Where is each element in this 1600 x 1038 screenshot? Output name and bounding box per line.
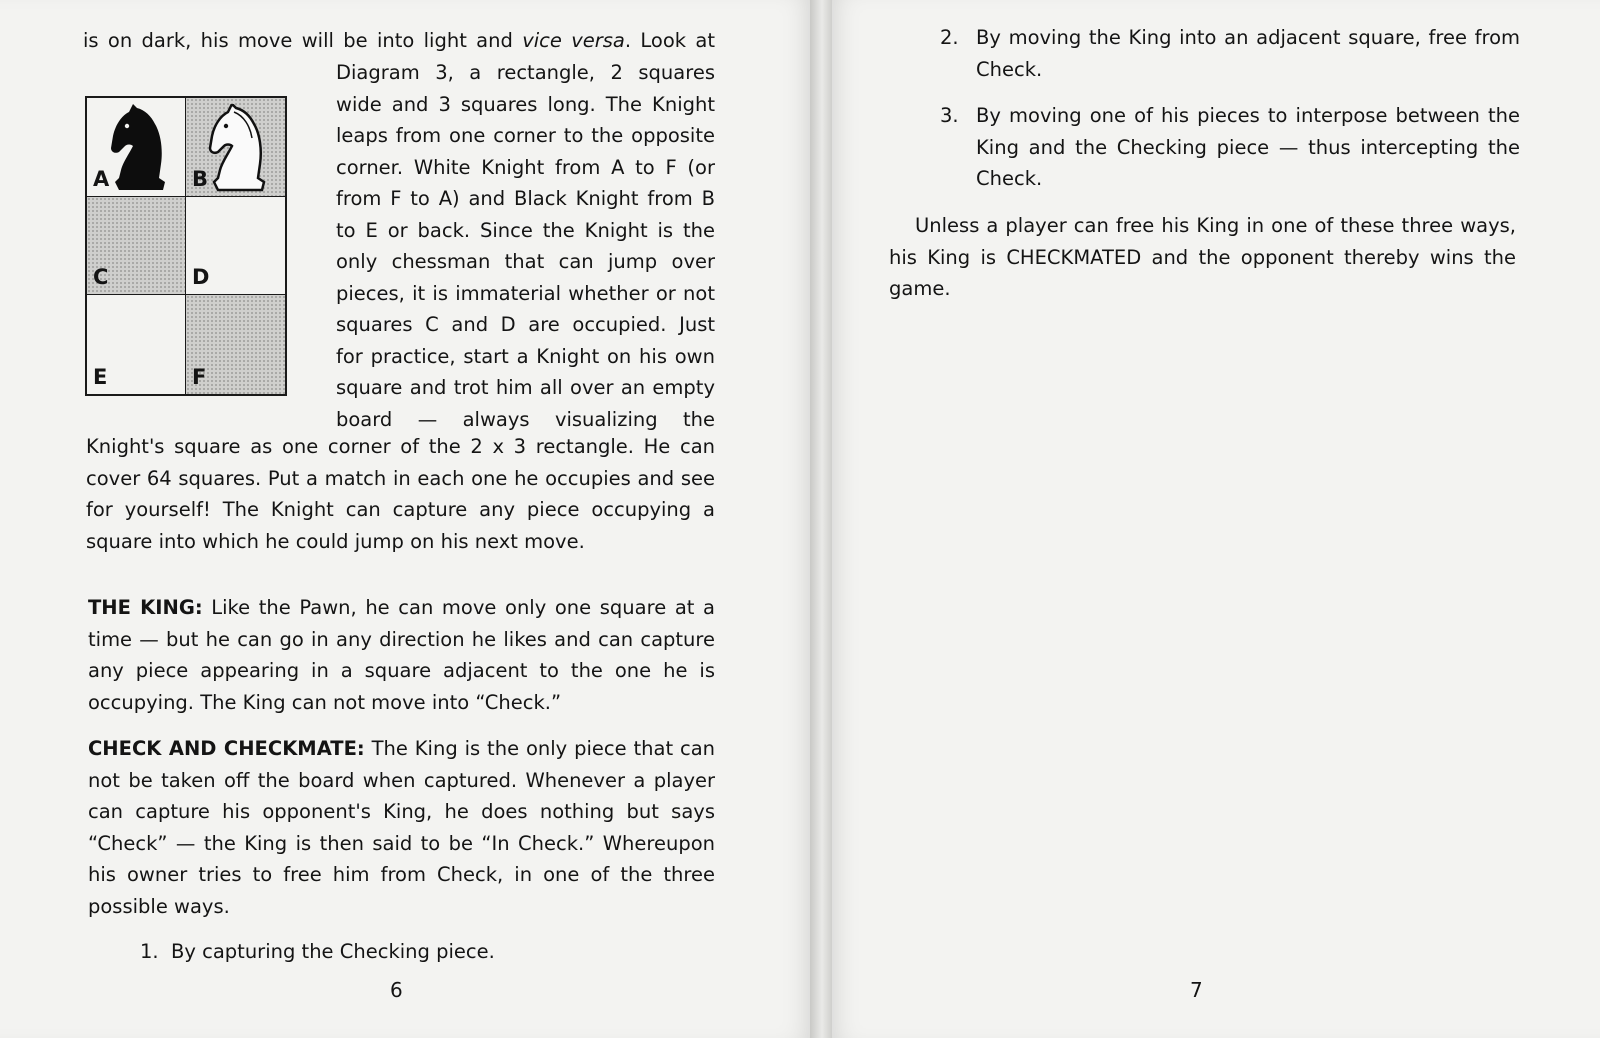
diagram-square-f (186, 295, 285, 394)
text-line: occupying. The King can not move into “Check.” (88, 690, 562, 714)
text-line: CHECK AND CHECKMATE: The King is the only piece that can (88, 737, 716, 760)
text-line: “Check” — the King is then said to be “In Check.” Whereupon (88, 831, 715, 855)
text-line: cover 64 squares. Put a match in each one he occupies and see (86, 466, 715, 490)
text-line: possible ways. (88, 894, 230, 918)
text-line: is on dark, his move will be into light and vice versa. Look at (83, 29, 715, 52)
square-label: A (93, 166, 110, 191)
text-line: corner. White Knight from A to F (or (336, 155, 715, 179)
text-line: can capture his opponent's King, he does nothing but says (88, 800, 715, 823)
page-number: 7 (1190, 978, 1203, 1002)
text-line: for yourself! The Knight can capture any piece occupying a (86, 498, 715, 521)
text-line: pieces, it is immaterial whether or not (336, 281, 715, 305)
square-label: E (93, 364, 108, 389)
square-label: B (192, 166, 209, 191)
square-label: C (93, 265, 109, 290)
text-line: Check. (976, 167, 1043, 190)
knight-diagram (85, 96, 287, 396)
text-line: leaps from one corner to the opposite (336, 124, 715, 147)
black-knight-icon (105, 104, 175, 192)
text-line: not be taken off the board when captured. Whenever a player (88, 768, 715, 792)
paragraph-check-and-checkmate (88, 733, 715, 922)
square-label: D (192, 265, 210, 290)
way-list-item-2 (940, 22, 1520, 85)
text-line: his King is CHECKMATED and the opponent thereby wins the (889, 245, 1516, 269)
text-line: wide and 3 squares long. The Knight (336, 92, 715, 116)
text-line: Check. (976, 57, 1043, 81)
text-line: square into which he could jump on his next move. (86, 529, 585, 553)
text-line: Knight's square as one corner of the 2 x 3 rectangle. He can (86, 435, 715, 458)
text-line: King and the Checking piece — thus intercepting the (976, 135, 1520, 159)
list-number: 1. (140, 940, 159, 963)
square-label: F (192, 364, 207, 389)
page-number: 6 (390, 978, 403, 1002)
way-list (940, 22, 1520, 210)
text-line: board — always visualizing the (336, 407, 715, 431)
text-line: from F to A) and Black Knight from B (336, 187, 715, 210)
diagram-square-c (87, 197, 186, 296)
way-list-item-3 (940, 100, 1520, 195)
text-line: for practice, start a Knight on his own (336, 344, 715, 368)
section-heading-king: THE KING: (88, 596, 203, 619)
paragraph-the-king (88, 592, 715, 718)
text-line: squares C and D are occupied. Just (336, 313, 715, 336)
paragraph-knight-diagram-text (336, 57, 715, 435)
text-line: By moving the King into an adjacent square, free from (976, 26, 1520, 49)
text-line: game. (889, 277, 951, 300)
diagram-square-e (87, 295, 186, 394)
text-line: Unless a player can free his King in one of these three ways, (915, 214, 1516, 237)
text-line: only chessman that can jump over (336, 250, 715, 273)
diagram-square-b (186, 98, 285, 197)
book-gutter (810, 0, 832, 1038)
list-number: 3. (940, 104, 959, 127)
paragraph-checkmate-conclusion (889, 210, 1516, 305)
text-line: to E or back. Since the Knight is the (336, 218, 715, 242)
text-line: square and trot him all over an empty (336, 376, 715, 399)
way-list-item-1 (140, 936, 700, 968)
paragraph-knight-conclusion (86, 431, 715, 557)
text-line: his owner tries to free him from Check, in one of the three (88, 863, 715, 886)
section-heading-check: CHECK AND CHECKMATE: (88, 737, 365, 760)
text-line: time — but he can go in any direction he likes and can capture (88, 627, 715, 651)
list-text: By capturing the Checking piece. (171, 940, 495, 963)
white-knight-icon (204, 104, 274, 192)
list-number: 2. (940, 26, 959, 49)
text-line: Diagram 3, a rectangle, 2 squares (336, 61, 715, 84)
text-line: any piece appearing in a square adjacent to the one he is (88, 659, 715, 682)
text-line: By moving one of his pieces to interpose between the (976, 104, 1520, 127)
diagram-square-a (87, 98, 186, 197)
paragraph-knight-intro (83, 25, 715, 57)
diagram-square-d (186, 197, 285, 296)
text-line: THE KING: Like the Pawn, he can move only one square at a (88, 596, 715, 619)
